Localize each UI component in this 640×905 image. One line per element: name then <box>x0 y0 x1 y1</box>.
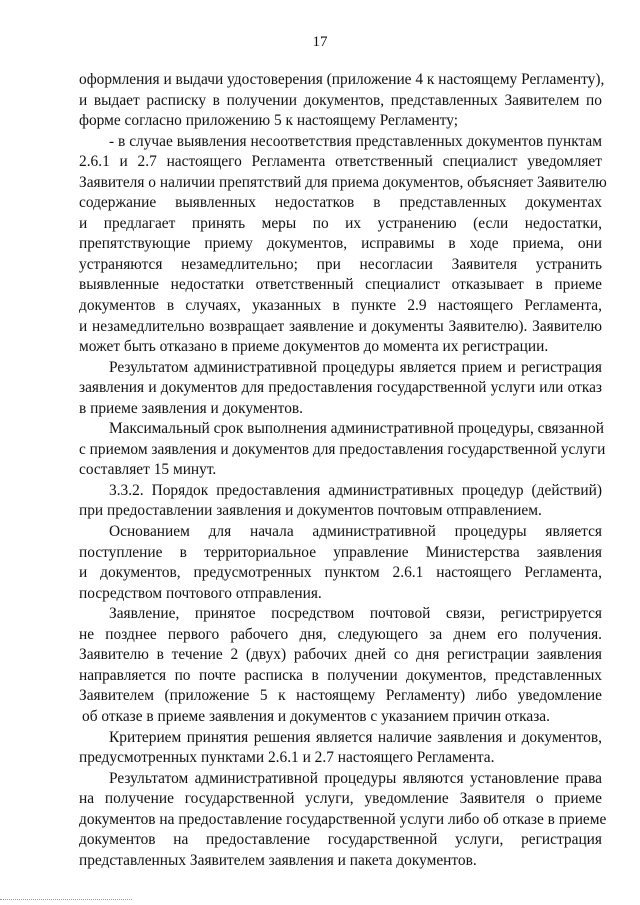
text-line: Критерием принятия решения является наличие заявления и документов, <box>109 728 602 746</box>
text-line: и документов, предусмотренных пунктом 2.6.1 настоящего Регламента, <box>79 564 602 582</box>
text-line: может быть отказано в приеме документов до момента их регистрации. <box>79 338 549 356</box>
text-line: оформления и выдачи удостоверения (приложение 4 к настоящему Регламенту), <box>79 71 605 88</box>
text-line: и незамедлительно возвращает заявление и документы Заявителю). Заявителю <box>79 317 602 335</box>
text-line: предусмотренных пунктами 2.6.1 и 2.7 настоящего Регламента. <box>79 749 495 767</box>
document-body <box>79 70 607 871</box>
text-line: содержание выявленных недостатков в представленных документах <box>79 194 602 212</box>
text-line: направляется по почте расписка в получении документов, представленных <box>79 666 602 684</box>
text-line: документов в случаях, указанных в пункте 2.9 настоящего Регламента, <box>79 297 602 315</box>
text-line: не позднее первого рабочего дня, следующего за днем его получения. <box>79 625 602 643</box>
text-line: Заявителю в течение 2 (двух) рабочих дней со дня регистрации заявления <box>79 646 602 664</box>
text-line: препятствующие приему документов, исправимы в ходе приема, они <box>79 235 602 253</box>
text-line: Максимальный срок выполнения административной процедуры, связанной <box>109 420 604 438</box>
text-line: при предоставлении заявления и документов почтовым отправлением. <box>79 502 542 520</box>
text-line: Основанием для начала административной процедуры является <box>109 523 602 541</box>
text-line: представленных Заявителем заявления и пакета документов. <box>79 851 477 869</box>
text-line: посредством почтового отправления. <box>79 584 322 602</box>
text-line: поступление в территориальное управление Министерства заявления <box>79 543 602 561</box>
text-line: Заявление, принятое посредством почтовой связи, регистрируется <box>109 605 602 623</box>
text-line: форме согласно приложению 5 к настоящему Регламенту; <box>79 112 459 130</box>
text-line: 2.6.1 и 2.7 настоящего Регламента ответственный специалист уведомляет <box>79 153 602 171</box>
footer-dotted-rule <box>0 899 132 902</box>
text-line: в приеме заявления и документов. <box>79 399 303 417</box>
text-line: Результатом административной процедуры являются установление права <box>109 769 602 787</box>
text-line: об отказе в приеме заявления и документов с указанием причин отказа. <box>82 707 550 725</box>
text-line: и предлагает принять меры по их устранению (если недостатки, <box>79 214 602 232</box>
text-line: документов на предоставление государственной услуги, регистрация <box>79 831 602 849</box>
text-line: документов на предоставление государственной услуги либо об отказе в приеме <box>79 810 607 828</box>
text-line: - в случае выявления несоответствия представленных документов пунктам <box>109 132 602 150</box>
text-line: с приемом заявления и документов для предоставления государственной услуги <box>79 440 606 458</box>
text-line: 3.3.2. Порядок предоставления административных процедур (действий) <box>109 481 602 499</box>
text-line: выявленные недостатки ответственный специалист отказывает в приеме <box>79 276 602 294</box>
text-line: Заявителем (приложение 5 к настоящему Регламенту) либо уведомление <box>79 687 602 705</box>
text-line: Заявителя о наличии препятствий для приема документов, объясняет Заявителю <box>79 173 607 191</box>
text-line: заявления и документов для предоставления государственной услуги или отказ <box>79 379 602 397</box>
page-number: 17 <box>312 34 328 50</box>
text-line: устраняются незамедлительно; при несогласии Заявителя устранить <box>79 255 602 273</box>
text-line: составляет 15 минут. <box>79 461 217 479</box>
text-line: на получение государственной услуги, уведомление Заявителя о приеме <box>79 790 602 808</box>
text-line: Результатом административной процедуры является прием и регистрация <box>109 358 602 376</box>
text-line: и выдает расписку в получении документов, представленных Заявителем по <box>79 91 602 109</box>
